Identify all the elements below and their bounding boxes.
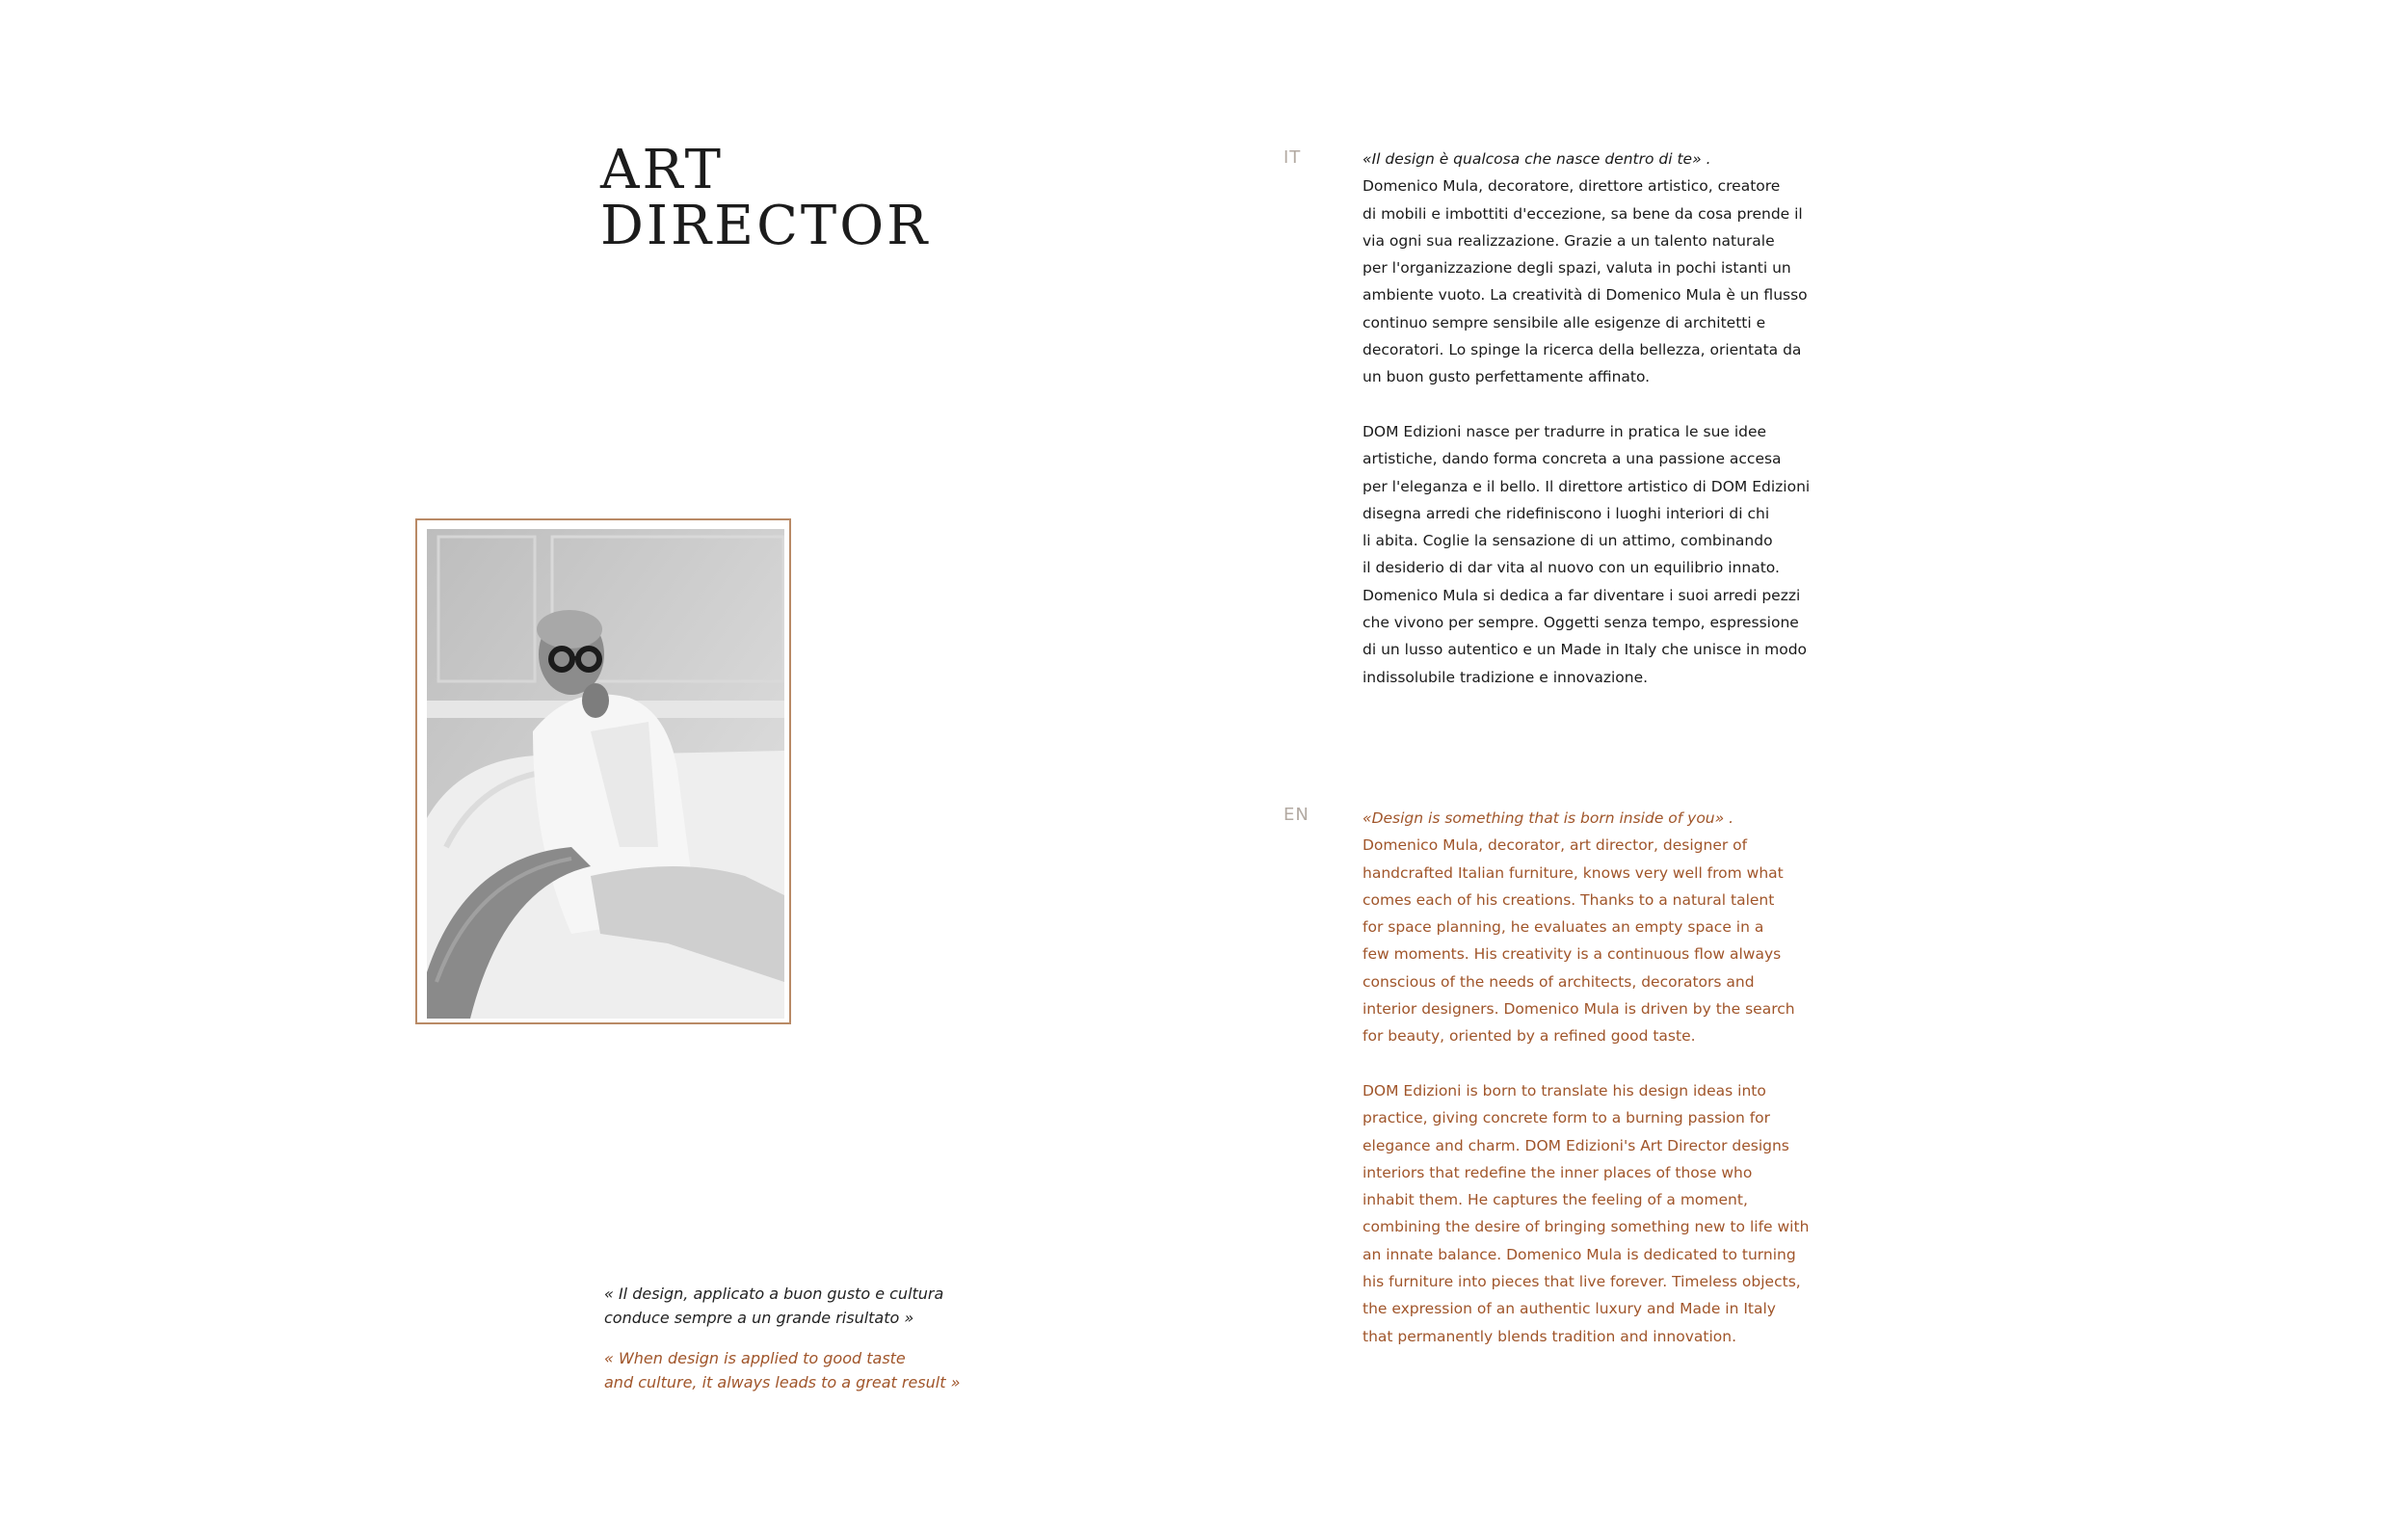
italian-text-column <box>1363 146 1825 718</box>
italian-paragraph-1-text: Domenico Mula, decoratore, direttore artistico, creatore di mobili e imbottiti d'eccezione, sa bene da cosa prende il via ogni sua realizzazione. Grazie a un talento naturale per l'organizzazione degli spazi, valuta in pochi istanti un ambiente vuoto. La creatività di Domenico Mula è un flusso continuo sempre sensibile alle esigenze di architetti e decoratori. Lo spinge la ricerca della bellezza, orientata da un buon gusto perfettamente affinato. <box>1363 177 1808 386</box>
page-title <box>600 139 931 257</box>
language-label-en: EN <box>1283 805 1310 825</box>
english-paragraph-1-text: Domenico Mula, decorator, art director, designer of handcrafted Italian furniture, knows very well from what comes each of his creations. Thanks to a natural talent for space planning, he evaluates an empty space in a few moments. His creativity is a continuous flow always conscious of the needs of architects, decorators and interior designers. Domenico Mula is driven by the search for beauty, oriented by a refined good taste. <box>1363 836 1795 1046</box>
english-lead-quote: «Design is something that is born inside of you» . <box>1363 809 1734 827</box>
italian-paragraph-1 <box>1363 146 1825 391</box>
quote-italian: « Il design, applicato a buon gusto e cultura conduce sempre a un grande risultato » <box>604 1285 944 1327</box>
portrait-photo-icon <box>427 529 784 1019</box>
italian-lead-quote: «Il design è qualcosa che nasce dentro di te» . <box>1363 150 1711 168</box>
portrait-photo <box>427 529 784 1019</box>
english-text-column <box>1363 805 1825 1377</box>
italian-paragraph-2: DOM Edizioni nasce per tradurre in pratica le sue idee artistiche, dando forma concreta a una passione accesa per l'eleganza e il bello. Il direttore artistico di DOM Edizioni disegna arredi che ridefiniscono i luoghi interiori di chi li abita. Coglie la sensazione di un attimo, combinando il desiderio di dar vita al nuovo con un equilibrio innato. Domenico Mula si dedica a far diventare i suoi arredi pezzi che vivono per sempre. Oggetti senza tempo, espressione di un lusso autentico e un Made in Italy che unisce in modo indissolubile tradizione e innovazione. <box>1363 422 1811 686</box>
title-line-1: ART <box>600 139 724 201</box>
quote-english: « When design is applied to good taste and culture, it always leads to a great result » <box>604 1349 961 1391</box>
english-paragraph-1 <box>1363 805 1825 1050</box>
title-line-2: DIRECTOR <box>600 195 931 257</box>
english-paragraph-2: DOM Edizioni is born to translate his design ideas into practice, giving concrete form to a burning passion for elegance and charm. DOM Edizioni's Art Director designs interiors that redefine the inner places of those who inhabit them. He captures the feeling of a moment, combining the desire of bringing something new to life with an innate balance. Domenico Mula is dedicated to turning his furniture into pieces that live forever. Timeless objects, the expression of an authentic luxury and Made in Italy that permanently blends tradition and innovation. <box>1363 1081 1810 1345</box>
language-label-it: IT <box>1283 147 1302 168</box>
portrait-frame <box>415 518 791 1024</box>
